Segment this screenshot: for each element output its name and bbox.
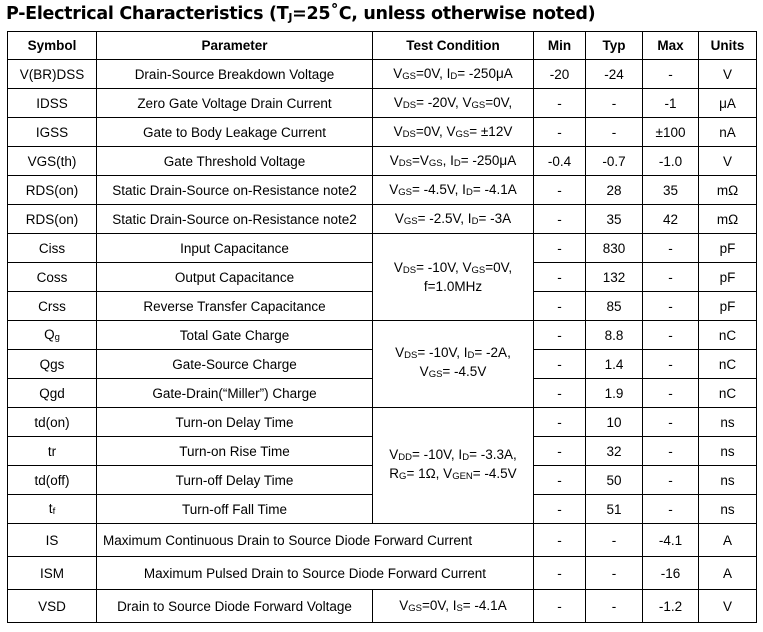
header-test-condition: Test Condition	[373, 32, 534, 60]
typ-cell: 1.9	[586, 379, 643, 408]
condition-text: = -10V, I	[417, 345, 468, 360]
header-row	[8, 32, 757, 60]
subscript-text: G	[399, 470, 407, 482]
max-cell: -	[643, 466, 699, 495]
subscript-text: D	[471, 216, 479, 227]
condition-text: = -4.1A	[472, 182, 517, 197]
parameter-cell: Output Capacitance	[97, 263, 373, 292]
test-condition-cell	[373, 408, 534, 524]
table-body	[8, 60, 757, 623]
subscript-text: GS	[428, 158, 443, 169]
test-condition-cell	[373, 89, 534, 118]
units-cell: nC	[699, 379, 757, 408]
symbol-text: t	[48, 501, 53, 516]
typ-cell: 51	[586, 495, 643, 524]
condition-text: =0V, I	[422, 598, 457, 613]
max-cell: -	[643, 350, 699, 379]
header-parameter: Parameter	[97, 32, 373, 60]
min-cell: -	[534, 321, 586, 350]
test-condition-cell	[373, 118, 534, 147]
typ-cell: 8.8	[586, 321, 643, 350]
table-row	[8, 321, 757, 350]
symbol-text: Crss	[38, 298, 66, 314]
units-cell: A	[699, 524, 757, 557]
parameter-cell: Drain to Source Diode Forward Voltage	[97, 590, 373, 623]
header-units: Units	[699, 32, 757, 60]
typ-cell: 32	[586, 437, 643, 466]
table-row	[8, 147, 757, 176]
min-cell: -	[534, 408, 586, 437]
symbol-text: IS	[45, 532, 59, 548]
test-condition-cell	[373, 147, 534, 176]
parameter-cell: Turn-on Rise Time	[97, 437, 373, 466]
subscript-text: GS	[403, 216, 418, 227]
min-cell: -	[534, 495, 586, 524]
condition-text: = -20V, V	[416, 95, 472, 110]
condition-text: = -2A,	[474, 345, 511, 360]
subscript-text: S	[456, 603, 463, 614]
parameter-cell: Drain-Source Breakdown Voltage	[97, 60, 373, 89]
title-text-rest: =25˚C, unless otherwise noted)	[292, 4, 596, 24]
subscript-text: D	[465, 187, 473, 198]
symbol-cell	[8, 263, 97, 292]
condition-text: V	[389, 153, 399, 168]
condition-text: = ±12V	[469, 124, 513, 139]
symbol-cell	[8, 321, 97, 350]
subscript-text: GS	[402, 71, 416, 82]
subscript-text: D	[450, 71, 458, 82]
table-row	[8, 89, 757, 118]
condition-text: = -10V, V	[416, 259, 472, 275]
units-cell: ns	[699, 466, 757, 495]
electrical-characteristics-table	[7, 31, 757, 623]
table-row	[8, 408, 757, 437]
typ-cell: -	[586, 524, 643, 557]
symbol-text: Qgd	[39, 385, 65, 401]
min-cell: -	[534, 205, 586, 234]
symbol-cell	[8, 118, 97, 147]
symbol-cell	[8, 495, 97, 524]
table-row	[8, 60, 757, 89]
max-cell: -1.0	[643, 147, 699, 176]
symbol-cell	[8, 524, 97, 557]
condition-text: = -4.1A	[462, 598, 507, 613]
condition-text: = -2.5V, I	[417, 211, 472, 226]
condition-text: V	[395, 345, 405, 360]
units-cell: nC	[699, 350, 757, 379]
min-cell: -	[534, 590, 586, 623]
max-cell: -	[643, 292, 699, 321]
units-cell: mΩ	[699, 205, 757, 234]
min-cell: -	[534, 234, 586, 263]
subscript-text: GS	[471, 100, 486, 111]
max-cell: -	[643, 408, 699, 437]
header-min: Min	[534, 32, 586, 60]
parameter-cell: Maximum Continuous Drain to Source Diode Forward Current	[97, 524, 534, 557]
units-cell: mΩ	[699, 176, 757, 205]
symbol-cell	[8, 292, 97, 321]
symbol-text: VSD	[38, 598, 66, 614]
condition-text: =V	[412, 153, 429, 168]
subscript-text: DS	[402, 264, 417, 276]
max-cell: -	[643, 437, 699, 466]
typ-cell: 28	[586, 176, 643, 205]
symbol-text: Qgs	[39, 356, 65, 372]
symbol-cell	[8, 350, 97, 379]
max-cell: -	[643, 234, 699, 263]
parameter-cell: Gate Threshold Voltage	[97, 147, 373, 176]
condition-text: V	[399, 598, 409, 613]
typ-cell: 35	[586, 205, 643, 234]
table-row	[8, 557, 757, 590]
symbol-cell	[8, 408, 97, 437]
subscript-text: GS	[398, 187, 413, 198]
max-cell: -	[643, 263, 699, 292]
condition-text: = -3.3A,	[469, 446, 517, 462]
units-cell: V	[699, 60, 757, 89]
symbol-text: td(off)	[34, 472, 70, 488]
condition-text: =0V,	[485, 259, 513, 275]
test-condition-cell	[373, 205, 534, 234]
symbol-cell	[8, 147, 97, 176]
parameter-cell: Input Capacitance	[97, 234, 373, 263]
parameter-cell: Turn-off Delay Time	[97, 466, 373, 495]
title-text: P-Electrical Characteristics (T	[6, 4, 289, 24]
symbol-cell	[8, 590, 97, 623]
units-cell: pF	[699, 292, 757, 321]
typ-cell: -24	[586, 60, 643, 89]
units-cell: ns	[699, 437, 757, 466]
units-cell: μA	[699, 89, 757, 118]
table-row	[8, 176, 757, 205]
max-cell: -	[643, 379, 699, 408]
min-cell: -	[534, 350, 586, 379]
min-cell: -0.4	[534, 147, 586, 176]
parameter-cell: Gate-Source Charge	[97, 350, 373, 379]
condition-text: = -250μA	[457, 66, 513, 81]
condition-text: V	[394, 211, 404, 226]
typ-cell: -	[586, 89, 643, 118]
subscript-text: GS	[408, 603, 423, 614]
typ-cell: -	[586, 118, 643, 147]
subscript-text: GS	[428, 369, 443, 380]
condition-line	[375, 260, 531, 279]
typ-cell: 132	[586, 263, 643, 292]
symbol-subscript: g	[54, 332, 60, 343]
max-cell: -	[643, 321, 699, 350]
units-cell: nC	[699, 321, 757, 350]
subscript-text: GS	[471, 264, 486, 276]
symbol-text: tr	[47, 443, 57, 459]
min-cell: -	[534, 524, 586, 557]
test-condition-cell	[373, 176, 534, 205]
condition-text: = -250μA	[460, 153, 517, 168]
units-cell: ns	[699, 408, 757, 437]
subscript-text: DS	[402, 129, 416, 140]
subscript-text: DS	[398, 158, 412, 169]
condition-text: V	[393, 66, 403, 81]
min-cell: -	[534, 89, 586, 118]
condition-text: V	[393, 259, 403, 275]
symbol-text: RDS(on)	[25, 211, 79, 227]
condition-text: V	[389, 182, 399, 197]
parameter-cell: Gate to Body Leakage Current	[97, 118, 373, 147]
condition-text: V	[393, 124, 403, 139]
subscript-text: GEN	[452, 470, 473, 482]
section-title	[6, 4, 595, 24]
test-condition-cell	[373, 60, 534, 89]
condition-line	[375, 345, 531, 364]
test-condition-cell	[373, 234, 534, 321]
subscript-text: GS	[455, 129, 470, 140]
symbol-text: RDS(on)	[25, 182, 79, 198]
header-max: Max	[643, 32, 699, 60]
min-cell: -	[534, 557, 586, 590]
symbol-text: Coss	[36, 269, 68, 285]
typ-cell: 50	[586, 466, 643, 495]
parameter-cell: Turn-on Delay Time	[97, 408, 373, 437]
typ-cell: 830	[586, 234, 643, 263]
symbol-cell	[8, 557, 97, 590]
min-cell: -	[534, 379, 586, 408]
symbol-subscript: f	[52, 506, 56, 517]
max-cell: -1	[643, 89, 699, 118]
units-cell: pF	[699, 263, 757, 292]
typ-cell: -	[586, 590, 643, 623]
condition-text: V	[389, 446, 399, 462]
parameter-cell: Static Drain-Source on-Resistance note2	[97, 176, 373, 205]
symbol-text: Ciss	[38, 240, 66, 256]
symbol-text: td(on)	[34, 414, 70, 430]
symbol-text: IGSS	[35, 124, 69, 140]
symbol-cell	[8, 379, 97, 408]
parameter-cell: Total Gate Charge	[97, 321, 373, 350]
condition-line	[375, 466, 531, 485]
max-cell: -16	[643, 557, 699, 590]
units-cell: pF	[699, 234, 757, 263]
subscript-text: D	[467, 350, 475, 361]
symbol-text: ISM	[39, 565, 64, 581]
parameter-cell: Static Drain-Source on-Resistance note2	[97, 205, 373, 234]
parameter-cell: Gate-Drain(“Miller”) Charge	[97, 379, 373, 408]
parameter-cell: Zero Gate Voltage Drain Current	[97, 89, 373, 118]
symbol-text: V(BR)DSS	[19, 66, 85, 82]
parameter-cell: Turn-off Fall Time	[97, 495, 373, 524]
table-row	[8, 118, 757, 147]
condition-text: = -4.5V, I	[412, 182, 466, 197]
min-cell: -	[534, 466, 586, 495]
condition-text: = -4.5V	[472, 465, 517, 481]
symbol-cell	[8, 234, 97, 263]
condition-line	[375, 364, 531, 383]
symbol-text: Q	[44, 327, 55, 342]
parameter-cell: Reverse Transfer Capacitance	[97, 292, 373, 321]
condition-text: V	[393, 95, 403, 110]
table-row	[8, 205, 757, 234]
condition-text: = -10V, I	[412, 446, 463, 462]
condition-text: , I	[442, 153, 454, 168]
units-cell: V	[699, 590, 757, 623]
max-cell: 42	[643, 205, 699, 234]
parameter-cell: Maximum Pulsed Drain to Source Diode Forward Current	[97, 557, 534, 590]
max-cell: -1.2	[643, 590, 699, 623]
symbol-cell	[8, 89, 97, 118]
symbol-cell	[8, 466, 97, 495]
condition-line	[375, 279, 531, 295]
min-cell: -	[534, 118, 586, 147]
subscript-text: DD	[398, 451, 413, 463]
subscript-text: D	[462, 451, 470, 463]
subscript-text: DS	[404, 350, 418, 361]
table-row	[8, 524, 757, 557]
condition-text: =0V, I	[416, 66, 451, 81]
condition-text: = 1Ω, V	[406, 465, 453, 481]
typ-cell: 10	[586, 408, 643, 437]
min-cell: -	[534, 292, 586, 321]
min-cell: -	[534, 263, 586, 292]
typ-cell: -0.7	[586, 147, 643, 176]
symbol-cell	[8, 60, 97, 89]
symbol-cell	[8, 437, 97, 466]
header-typ: Typ	[586, 32, 643, 60]
typ-cell: 1.4	[586, 350, 643, 379]
header-symbol: Symbol	[8, 32, 97, 60]
condition-line	[375, 447, 531, 466]
subscript-text: D	[453, 158, 461, 169]
typ-cell: 85	[586, 292, 643, 321]
title-subscript: J	[288, 11, 293, 24]
symbol-cell	[8, 205, 97, 234]
max-cell: -	[643, 60, 699, 89]
symbol-text: IDSS	[36, 95, 68, 111]
units-cell: nA	[699, 118, 757, 147]
max-cell: 35	[643, 176, 699, 205]
min-cell: -20	[534, 60, 586, 89]
typ-cell: -	[586, 557, 643, 590]
units-cell: ns	[699, 495, 757, 524]
test-condition-cell	[373, 590, 534, 623]
max-cell: ±100	[643, 118, 699, 147]
subscript-text: DS	[402, 100, 417, 111]
condition-text: = -3A	[478, 211, 512, 226]
condition-text: V	[419, 364, 429, 379]
units-cell: A	[699, 557, 757, 590]
symbol-cell	[8, 176, 97, 205]
test-condition-cell	[373, 321, 534, 408]
min-cell: -	[534, 176, 586, 205]
min-cell: -	[534, 437, 586, 466]
condition-text: = -4.5V	[442, 364, 487, 379]
condition-text: =0V,	[485, 95, 513, 110]
max-cell: -4.1	[643, 524, 699, 557]
symbol-text: VGS(th)	[27, 153, 77, 169]
table-row	[8, 234, 757, 263]
condition-text: f=1.0MHz	[423, 278, 483, 294]
units-cell: V	[699, 147, 757, 176]
max-cell: -	[643, 495, 699, 524]
condition-text: =0V, V	[415, 124, 456, 139]
condition-text: R	[389, 465, 400, 481]
table-row	[8, 590, 757, 623]
